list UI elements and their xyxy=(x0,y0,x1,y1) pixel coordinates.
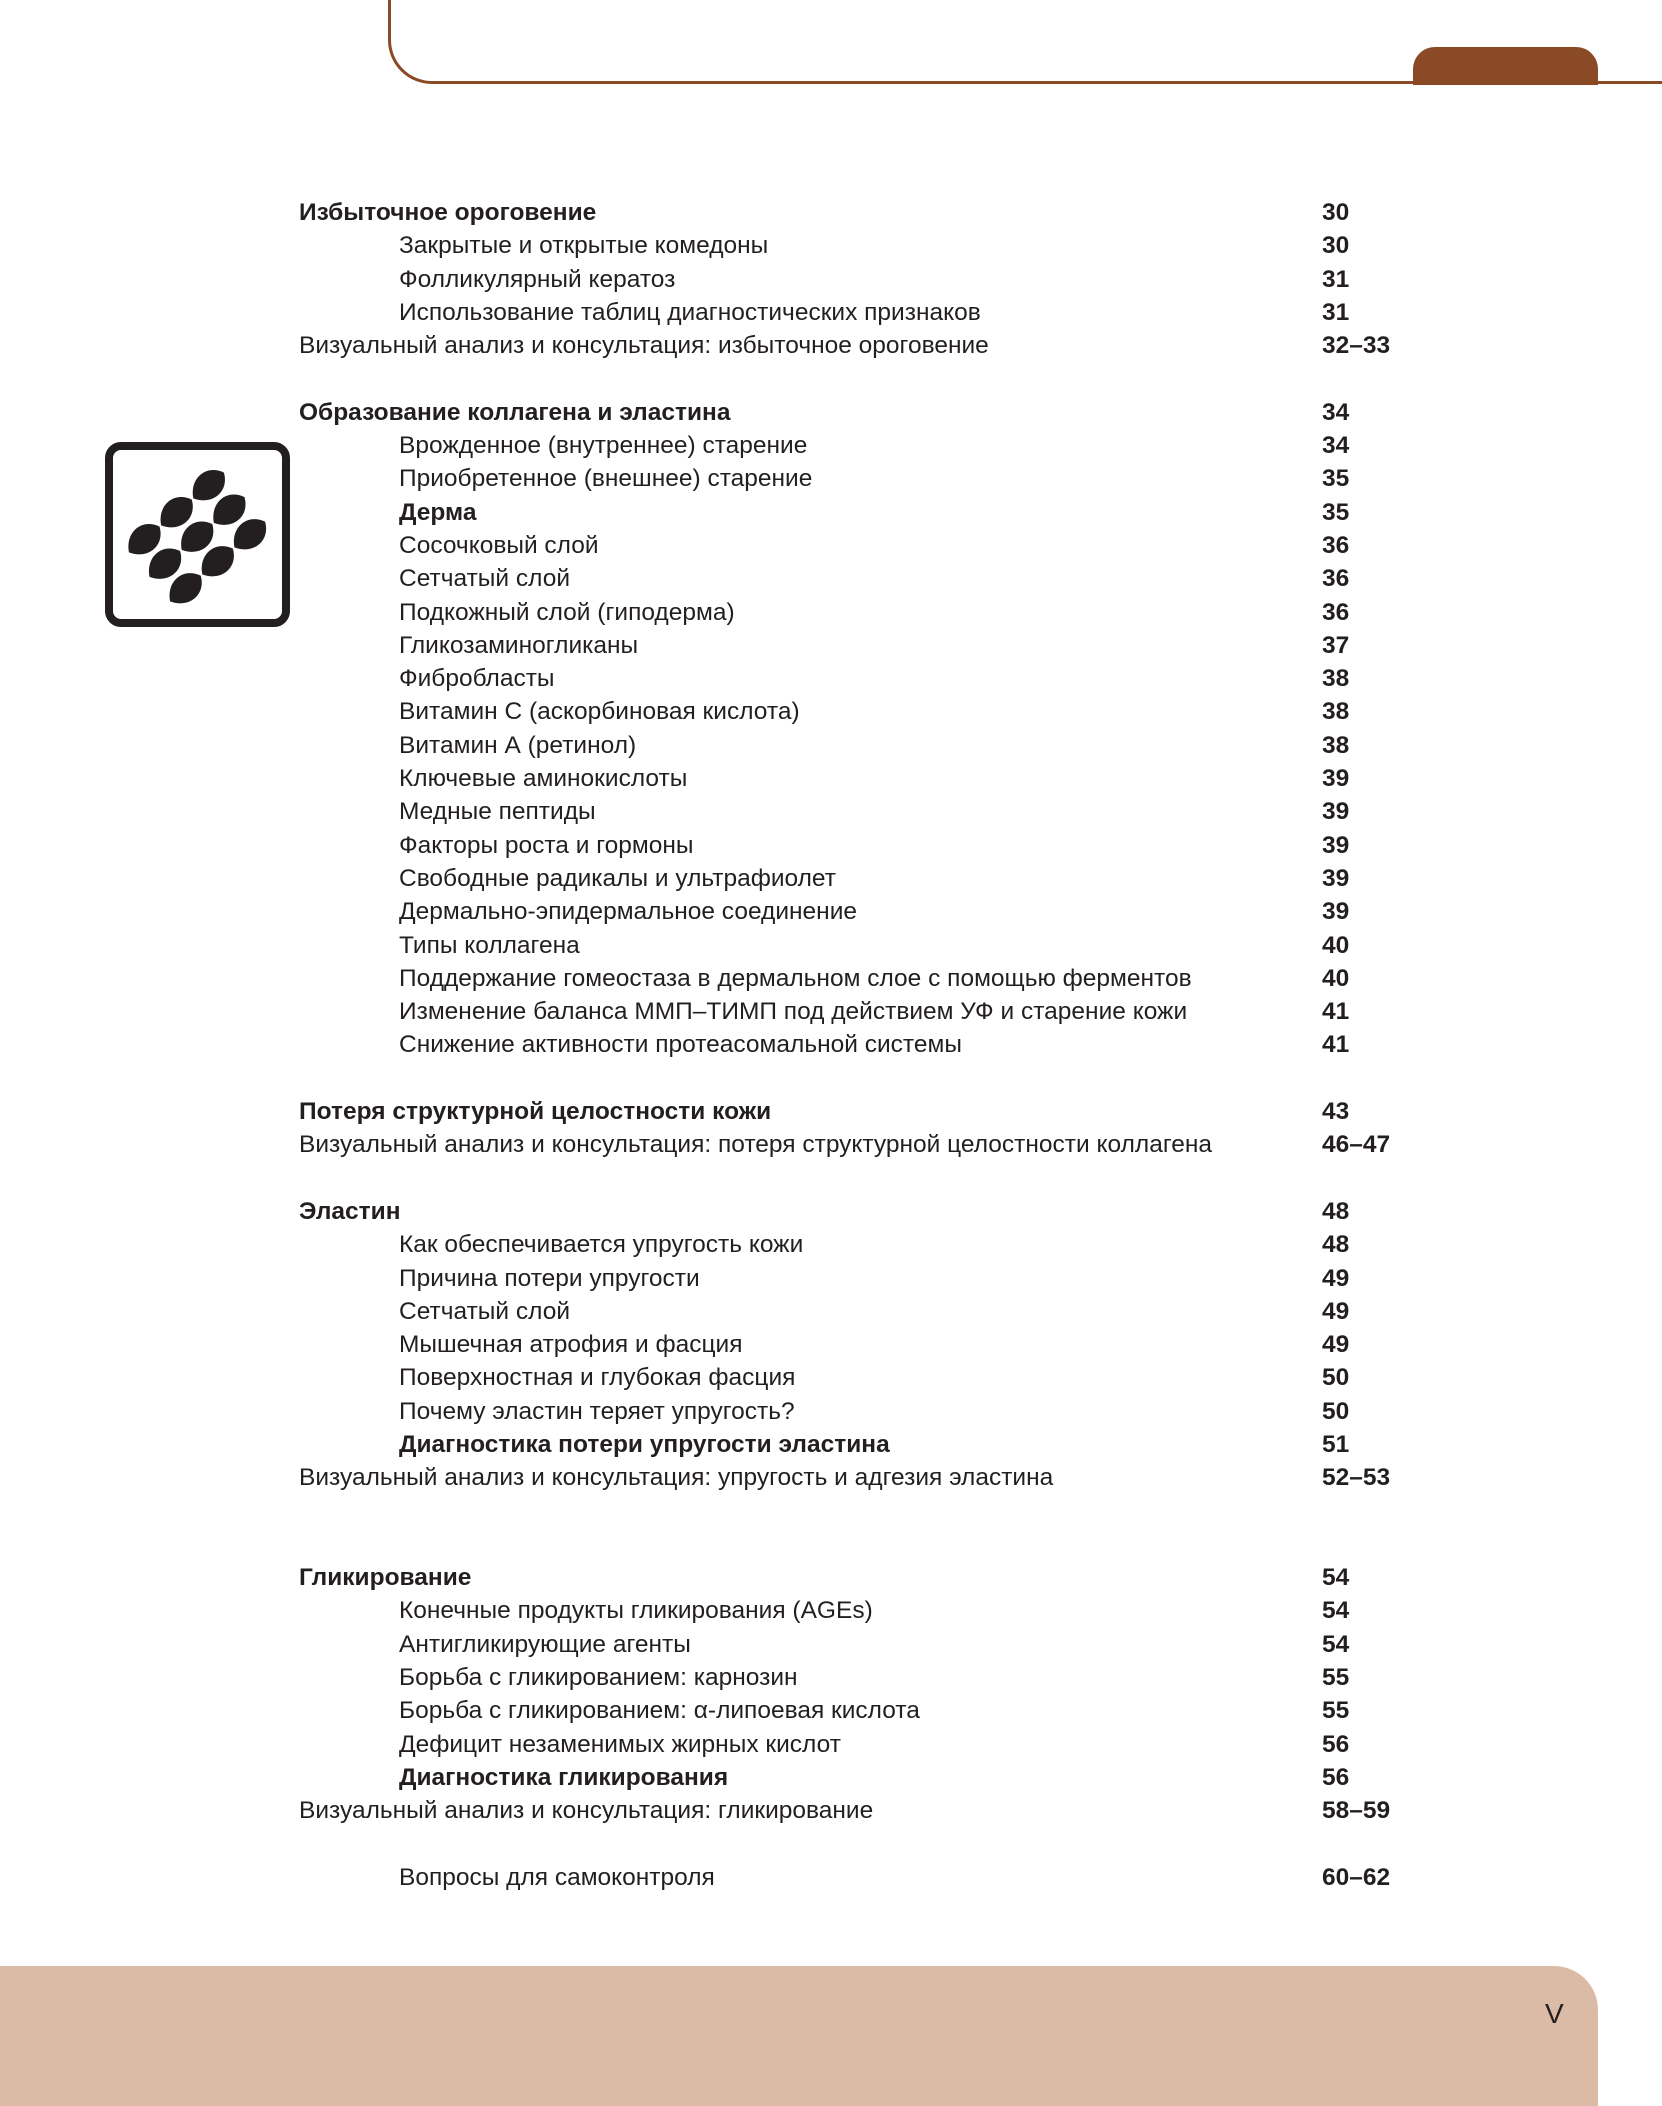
toc-entry[interactable] xyxy=(299,1428,1439,1461)
toc-entry-label: Сетчатый слой xyxy=(399,565,571,593)
toc-entry-label: Врожденное (внутреннее) старение xyxy=(399,432,808,460)
toc-entry[interactable] xyxy=(299,795,1439,828)
toc-entry[interactable] xyxy=(299,1295,1439,1328)
toc-entry-label: Подкожный слой (гиподерма) xyxy=(399,598,735,626)
toc-entry-page: 30 xyxy=(1322,232,1350,260)
toc-entry-page: 41 xyxy=(1322,1031,1350,1059)
toc-entry[interactable] xyxy=(299,1861,1439,1894)
toc-entry-page: 58–59 xyxy=(1322,1797,1391,1825)
toc-entry-page: 50 xyxy=(1322,1397,1350,1425)
toc-entry[interactable] xyxy=(299,762,1439,795)
toc-entry[interactable] xyxy=(299,729,1439,762)
toc-entry-page: 36 xyxy=(1322,598,1350,626)
toc-entry-label: Типы коллагена xyxy=(399,931,580,959)
toc-entry[interactable] xyxy=(299,496,1439,529)
toc-entry-page: 46–47 xyxy=(1322,1131,1391,1159)
toc-entry-label: Поверхностная и глубокая фасция xyxy=(399,1364,796,1392)
toc-entry-page: 38 xyxy=(1322,731,1350,759)
toc-entry-page: 39 xyxy=(1322,765,1350,793)
toc-entry-label: Борьба с гликированием: карнозин xyxy=(399,1664,798,1692)
toc-entry[interactable] xyxy=(299,1561,1439,1594)
toc-entry[interactable] xyxy=(299,1195,1439,1228)
toc-entry-label: Визуальный анализ и консультация: упругость и адгезия эластина xyxy=(299,1464,1054,1492)
toc-entry-label: Избыточное ороговение xyxy=(299,199,597,226)
toc-entry-label: Мышечная атрофия и фасция xyxy=(399,1331,743,1359)
toc-entry[interactable] xyxy=(299,429,1439,462)
toc-entry-label: Дермально-эпидермальное соединение xyxy=(399,898,858,926)
toc-entry-label: Диагностика потери упругости эластина xyxy=(399,1430,890,1458)
toc-entry[interactable] xyxy=(299,1128,1439,1161)
toc-entry[interactable] xyxy=(299,962,1439,995)
toc-entry-label: Дефицит незаменимых жирных кислот xyxy=(399,1730,841,1758)
toc-entry[interactable] xyxy=(299,862,1439,895)
toc-entry-label: Образование коллагена и эластина xyxy=(299,398,731,426)
toc-entry-page: 48 xyxy=(1322,1231,1350,1259)
toc-entry-page: 39 xyxy=(1322,831,1350,859)
toc-entry-page: 54 xyxy=(1322,1597,1350,1625)
toc-entry-page: 34 xyxy=(1322,432,1350,460)
toc-entry-page: 41 xyxy=(1322,998,1350,1026)
toc-entry-label: Как обеспечивается упругость кожи xyxy=(399,1231,804,1259)
toc-entry[interactable] xyxy=(299,196,1439,229)
toc-entry-page: 55 xyxy=(1322,1664,1350,1692)
toc-entry-page: 34 xyxy=(1322,398,1350,426)
toc-entry-page: 51 xyxy=(1322,1430,1350,1458)
toc-entry-page: 39 xyxy=(1322,898,1350,926)
toc-entry-label: Сетчатый слой xyxy=(399,1297,571,1325)
toc-entry-label: Вопросы для самоконтроля xyxy=(399,1863,715,1891)
toc-entry-page: 36 xyxy=(1322,565,1350,593)
toc-entry-label: Витамин С (аскорбиновая кислота) xyxy=(399,698,800,726)
toc-entry-page: 40 xyxy=(1322,964,1350,992)
toc-entry-page: 49 xyxy=(1322,1297,1350,1325)
toc-entry-label: Фолликулярный кератоз xyxy=(399,265,676,293)
toc-entry-label: Медные пептиды xyxy=(399,798,596,826)
toc-entry-page: 30 xyxy=(1322,199,1350,226)
toc-entry-label: Причина потери упругости xyxy=(399,1264,700,1292)
toc-entry[interactable] xyxy=(299,562,1439,595)
toc-entry-label: Эластин xyxy=(299,1197,401,1225)
toc-entry-label: Борьба с гликированием: α-липоевая кислота xyxy=(399,1697,920,1725)
toc-entry-label: Гликирование xyxy=(299,1564,472,1592)
toc-entry[interactable] xyxy=(299,1661,1439,1694)
toc-entry[interactable] xyxy=(299,895,1439,928)
toc-entry[interactable] xyxy=(299,1262,1439,1295)
toc-entry[interactable] xyxy=(299,263,1439,296)
toc-entry-page: 40 xyxy=(1322,931,1350,959)
toc-entry-page: 56 xyxy=(1322,1730,1350,1758)
footer-band xyxy=(0,1966,1598,2106)
toc-entry[interactable] xyxy=(299,596,1439,629)
leaves-icon xyxy=(105,442,290,627)
toc-entry[interactable] xyxy=(299,1228,1439,1261)
toc-entry-label: Фибробласты xyxy=(399,665,555,693)
toc-entry[interactable] xyxy=(299,1761,1439,1794)
toc-entry[interactable] xyxy=(299,929,1439,962)
toc-entry-label: Почему эластин теряет упругость? xyxy=(399,1397,795,1425)
toc-entry-page: 49 xyxy=(1322,1264,1350,1292)
toc-entry-label: Витамин А (ретинол) xyxy=(399,731,637,759)
toc-entry[interactable] xyxy=(299,462,1439,495)
toc-entry-page: 48 xyxy=(1322,1197,1350,1225)
toc-entry-label: Изменение баланса ММП–ТИМП под действием УФ и старение кожи xyxy=(399,998,1188,1026)
toc-entry-label: Дерма xyxy=(399,498,477,526)
toc-entry[interactable] xyxy=(299,1361,1439,1394)
toc-entry-label: Использование таблиц диагностических признаков xyxy=(399,298,981,326)
toc-entry-label: Диагностика гликирования xyxy=(399,1763,729,1791)
toc-entry-label: Гликозаминогликаны xyxy=(399,631,639,659)
toc-entry[interactable] xyxy=(299,329,1439,362)
toc-entry[interactable] xyxy=(299,629,1439,662)
toc-entry-label: Конечные продукты гликирования (AGEs) xyxy=(399,1597,873,1625)
toc-entry-page: 35 xyxy=(1322,465,1350,493)
toc-entry[interactable] xyxy=(299,1728,1439,1761)
toc-entry-page: 38 xyxy=(1322,665,1350,693)
toc-entry[interactable] xyxy=(299,529,1439,562)
toc-entry[interactable] xyxy=(299,1594,1439,1627)
toc-entry[interactable] xyxy=(299,695,1439,728)
toc-entry-page: 54 xyxy=(1322,1630,1350,1658)
page-number: V xyxy=(1545,1998,1564,2029)
toc-entry[interactable] xyxy=(299,1694,1439,1727)
toc-entry-label: Факторы роста и гормоны xyxy=(399,831,694,859)
toc-entry-label: Приобретенное (внешнее) старение xyxy=(399,465,813,493)
toc-entry-page: 50 xyxy=(1322,1364,1350,1392)
toc-entry-page: 32–33 xyxy=(1322,332,1391,360)
toc-entry-page: 31 xyxy=(1322,298,1350,326)
toc-entry[interactable] xyxy=(299,829,1439,862)
toc-entry[interactable] xyxy=(299,662,1439,695)
toc-entry-page: 31 xyxy=(1322,265,1350,293)
toc-entry-label: Визуальный анализ и консультация: гликирование xyxy=(299,1797,874,1825)
toc-entry-label: Антигликирующие агенты xyxy=(399,1630,691,1658)
toc-entry-label: Ключевые аминокислоты xyxy=(399,765,688,793)
table-of-contents xyxy=(299,196,1439,1894)
toc-entry[interactable] xyxy=(299,229,1439,262)
toc-entry-page: 43 xyxy=(1322,1098,1350,1126)
toc-entry[interactable] xyxy=(299,1461,1439,1494)
toc-entry-label: Потеря структурной целостности кожи xyxy=(299,1098,772,1126)
toc-entry[interactable] xyxy=(299,1794,1439,1827)
toc-entry[interactable] xyxy=(299,1028,1439,1061)
toc-entry[interactable] xyxy=(299,1328,1439,1361)
toc-entry-page: 36 xyxy=(1322,531,1350,559)
toc-entry-page: 39 xyxy=(1322,864,1350,892)
toc-entry-label: Визуальный анализ и консультация: избыточное ороговение xyxy=(299,332,989,360)
toc-entry[interactable] xyxy=(299,396,1439,429)
toc-entry-page: 39 xyxy=(1322,798,1350,826)
toc-entry-label: Сосочковый слой xyxy=(399,531,599,559)
toc-entry-page: 52–53 xyxy=(1322,1464,1391,1492)
toc-entry-label: Снижение активности протеасомальной системы xyxy=(399,1031,962,1059)
toc-entry[interactable] xyxy=(299,995,1439,1028)
header-tab xyxy=(1413,47,1598,85)
toc-entry-page: 49 xyxy=(1322,1331,1350,1359)
toc-entry-page: 56 xyxy=(1322,1763,1350,1791)
toc-entry[interactable] xyxy=(299,1095,1439,1128)
toc-entry-page: 37 xyxy=(1322,631,1350,659)
toc-entry-page: 54 xyxy=(1322,1564,1350,1592)
toc-entry-label: Визуальный анализ и консультация: потеря структурной целостности коллагена xyxy=(299,1131,1212,1159)
toc-entry[interactable] xyxy=(299,1628,1439,1661)
toc-entry-page: 38 xyxy=(1322,698,1350,726)
toc-entry-page: 35 xyxy=(1322,498,1350,526)
toc-entry-label: Закрытые и открытые комедоны xyxy=(399,232,769,260)
toc-entry-page: 55 xyxy=(1322,1697,1350,1725)
toc-entry-page: 60–62 xyxy=(1322,1863,1391,1891)
toc-entry[interactable] xyxy=(299,1395,1439,1428)
toc-entry-label: Свободные радикалы и ультрафиолет xyxy=(399,864,836,892)
toc-entry[interactable] xyxy=(299,296,1439,329)
toc-entry-label: Поддержание гомеостаза в дермальном слое с помощью ферментов xyxy=(399,964,1192,992)
